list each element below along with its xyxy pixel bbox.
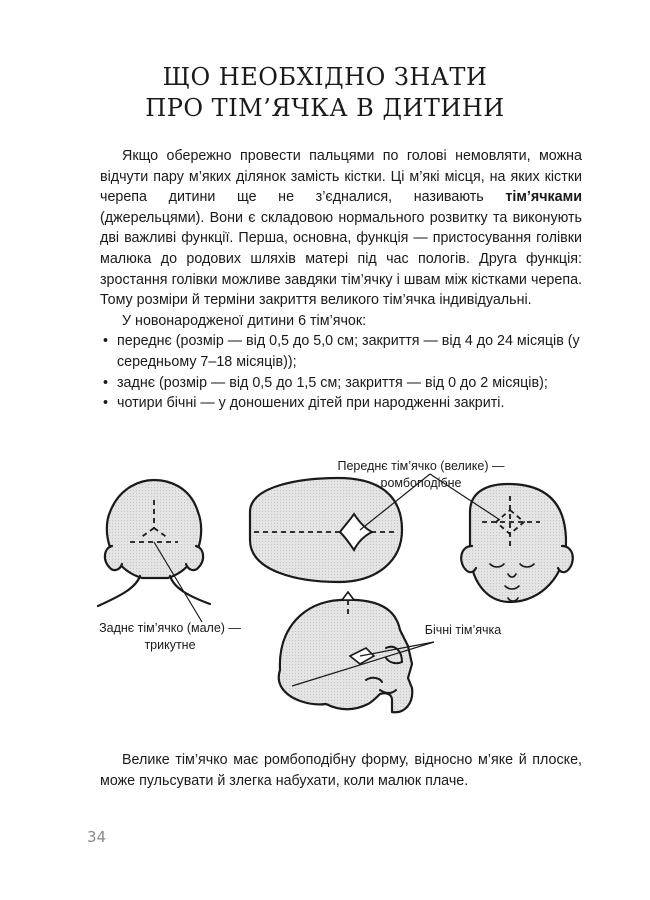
top-view-skull xyxy=(250,478,402,582)
front-view-head xyxy=(470,484,566,602)
body-text xyxy=(100,146,582,414)
page-number: 34 xyxy=(87,828,107,846)
bold-term: тім’ячками xyxy=(505,189,582,206)
back-view-neck xyxy=(98,576,210,606)
side-view-anterior-fontanelle xyxy=(342,592,354,600)
fontanelle-list xyxy=(100,331,582,413)
page-title-line-2: ПРО ТІМ’ЯЧКА В ДИТИНИ xyxy=(145,94,505,122)
side-view-skull xyxy=(279,600,413,712)
list-item: • заднє (розмір — від 0,5 до 1,5 см; закриття — від 0 до 2 місяців); xyxy=(100,373,582,394)
closing-text: Велике тім’ячко має ромбоподібну форму, відносно м’яке й плоске, може пульсувати й злегка набухати, коли малюк плаче. xyxy=(100,752,582,789)
skull-diagram xyxy=(90,450,580,735)
closing-paragraph xyxy=(100,750,582,791)
intro-paragraph xyxy=(100,146,582,311)
intro-text-end: (джерельцями). Вони є складовою нормального розвитку та виконують дві важливі функції. Перша, основна, функція — пристосування голівки малюка до родових шляхів матері під час пологів. Друга функція: зростання голівки можливе завдяки тім’ячку і швам між кістками черепа. Тому розміри й терміни закриття великого тім’ячка індивідуальні. xyxy=(100,209,582,309)
list-item: • переднє (розмір — від 0,5 до 5,0 см; закриття — від 4 до 24 місяців (у середньому 7–18 місяців)); xyxy=(100,331,582,372)
label-lateral-fontanelles: Бічні тім’ячка xyxy=(424,623,502,637)
intro-text-start: Якщо обережно провести пальцями по голові немовляти, можна відчути пару м’яких ділянок замість кістки. Ці м’які місця, на яких кістки черепа дитини ще не з’єдналися, називають xyxy=(100,148,582,206)
skull-illustration xyxy=(90,450,580,735)
list-item: • чотири бічні — у доношених дітей при народженні закриті. xyxy=(100,393,582,414)
label-posterior-fontanelle: Заднє тім’ячко (мале) — трикутне xyxy=(99,621,241,652)
count-line: У новонародженої дитини 6 тім’ячок: xyxy=(122,312,367,329)
page-title-line-1: ЩО НЕОБХІДНО ЗНАТИ xyxy=(162,63,488,91)
label-anterior-fontanelle: Переднє тім’ячко (велике) — ромбоподібне xyxy=(337,459,505,490)
